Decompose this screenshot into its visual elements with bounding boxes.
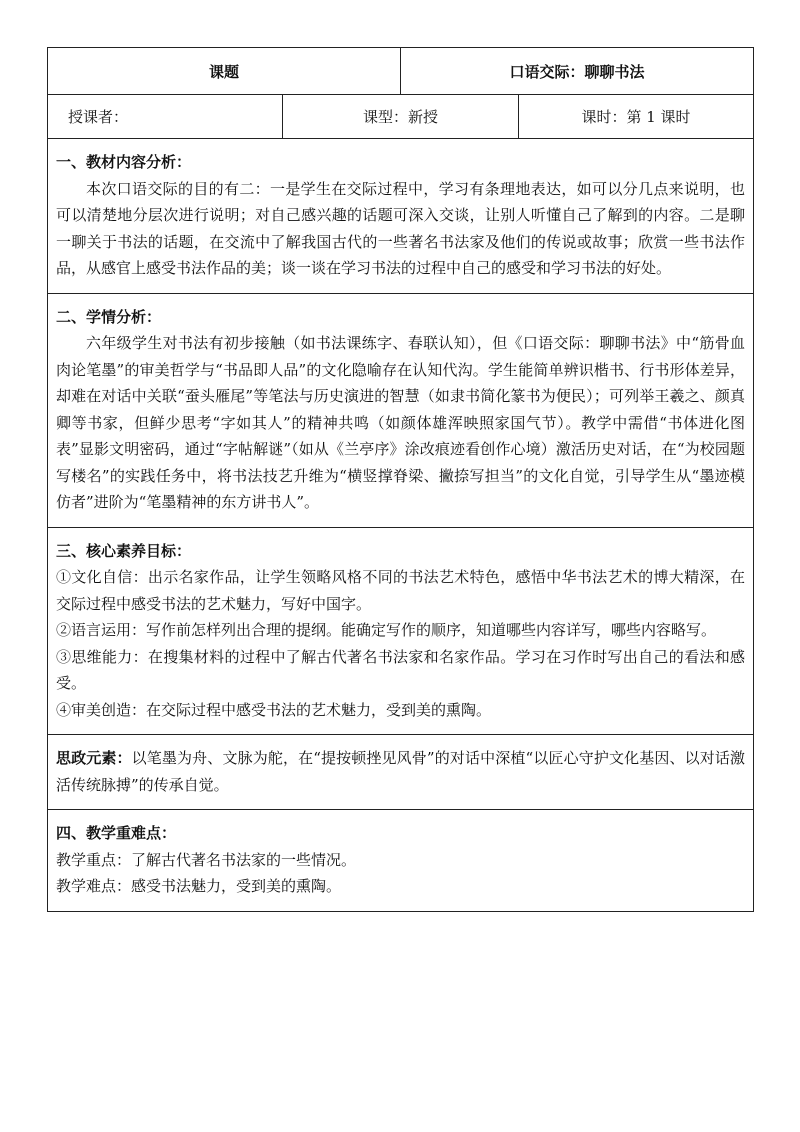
topic-label: 课题 (48, 48, 401, 95)
ideology-text: 以笔墨为舟、文脉为舵，在“提按顿挫见风骨”的对话中深植“以匠心守护文化基因、以对话激活传统脉搏”的传承自觉。 (56, 749, 746, 794)
teacher-cell: 授课者： (48, 95, 283, 139)
ideology-section (48, 735, 754, 810)
goal-item-language: ②语言运用：写作前怎样列出合理的提纲。能确定写作的顺序，知道哪些内容详写，哪些内容略写。 (56, 621, 717, 639)
lesson-plan-page (47, 47, 753, 912)
lesson-type-cell: 课型：新授 (283, 95, 519, 139)
goal-item-aesthetics: ④审美创造：在交际过程中感受书法的艺术魅力，受到美的熏陶。 (56, 700, 492, 719)
keypoints-title: 四、教学重难点： (56, 824, 177, 842)
topic-row (48, 48, 754, 95)
keypoints-difficulty: 教学难点：感受书法魅力，受到美的熏陶。 (56, 877, 342, 895)
keypoints-focus: 教学重点：了解古代著名书法家的一些情况。 (56, 850, 357, 869)
goals-section (48, 527, 754, 735)
lesson-plan-table (47, 47, 754, 912)
period-cell: 课时：第 1 课时 (519, 95, 754, 139)
material-text: 本次口语交际的目的有二：一是学生在交际过程中，学习有条理地表达，如可以分几点来说明，也可以清楚地分层次进行说明；对自己感兴趣的话题可深入交谈，让别人听懂自己了解到的内容。二是聊一聊关于书法的话题，在交流中了解我国古代的一些著名书法家及他们的传说或故事；欣赏一些书法作品，从感官上感受书法作品的美；谈一谈在学习书法的过程中自己的感受和学习书法的好处。 (56, 179, 746, 277)
goal-item-thinking: ③思维能力：在搜集材料的过程中了解古代著名书法家和名家作品。学习在习作时写出自己的看法和感受。 (56, 647, 746, 692)
goal-item-culture: ①文化自信：出示名家作品，让学生领略风格不同的书法艺术特色，感悟中华书法艺术的博大精深，在交际过程中感受书法的艺术魅力，写好中国字。 (56, 568, 746, 613)
ideology-label: 思政元素： (56, 749, 132, 767)
students-section (48, 293, 754, 527)
ideology-paragraph (56, 745, 745, 798)
keypoints-section (48, 810, 754, 912)
topic-value: 口语交际：聊聊书法 (401, 48, 754, 95)
students-title: 二、学情分析： (56, 307, 162, 326)
goals-title: 三、核心素养目标： (56, 541, 192, 560)
material-section (48, 139, 754, 294)
meta-row (48, 95, 754, 139)
students-text: 六年级学生对书法有初步接触（如书法课练字、春联认知），但《口语交际：聊聊书法》中“筋骨血肉论笔墨”的审美哲学与“书品即人品”的文化隐喻存在认知代沟。学生能简单辨识楷书、行书形体差异，却难在对话中关联“蚕头雁尾”等笔法与历史演进的智慧（如隶书简化篆书为便民）；可列举王羲之、颜真卿等书家，但鲜少思考“字如其人”的精神共鸣（如颜体雄浑映照家国气节）。教学中需借“书体进化图表”显影文明密码，通过“字帖解谜”（如从《兰亭序》涂改痕迹看创作心境）激活历史对话，在“为校园题写楼名”的实践任务中，将书法技艺升维为“横竖撑脊梁、撇捺写担当”的文化自觉，引导学生从“墨迹模仿者”进阶为“笔墨精神的东方讲书人”。 (56, 334, 746, 511)
material-title: 一、教材内容分析： (56, 153, 192, 171)
